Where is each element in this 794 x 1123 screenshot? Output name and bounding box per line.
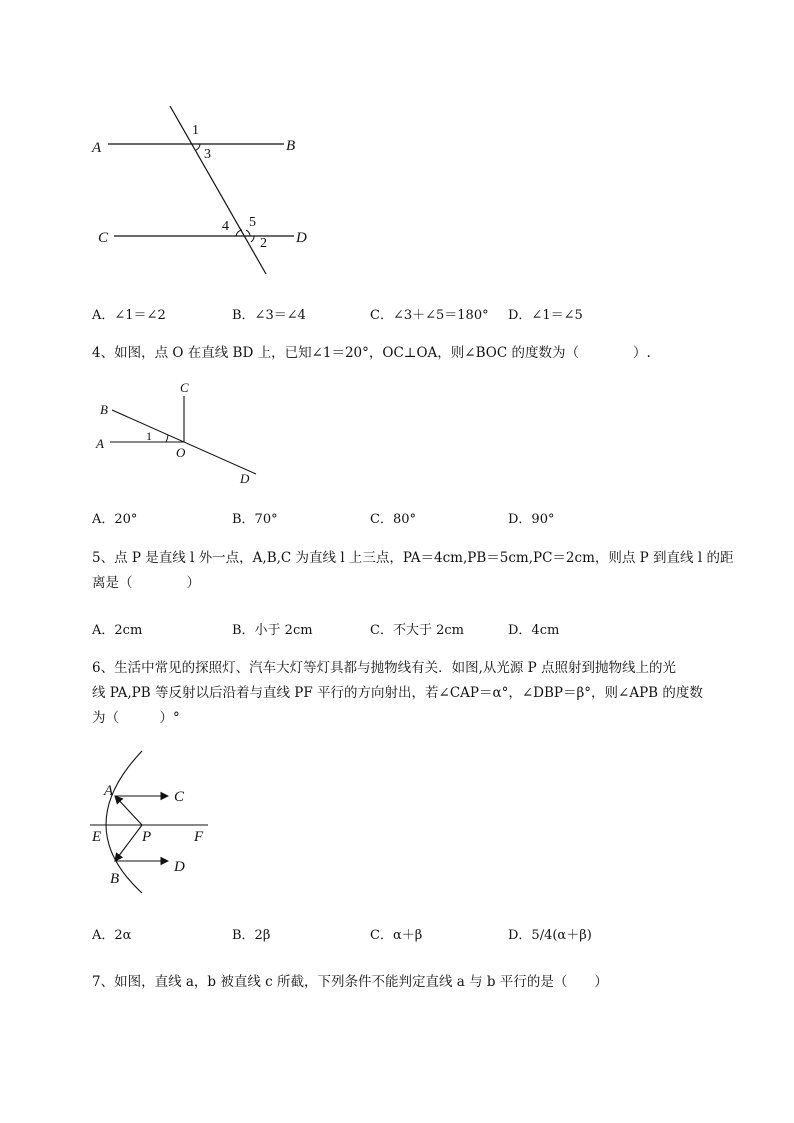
q4-option-b[interactable]: B．70° bbox=[232, 512, 278, 527]
q6-text bbox=[92, 656, 742, 731]
label-c: C bbox=[180, 380, 189, 395]
q5-option-a[interactable]: A．2cm bbox=[92, 623, 143, 638]
label-p: P bbox=[142, 829, 152, 845]
ray-pb bbox=[115, 825, 142, 861]
label-o: O bbox=[176, 445, 186, 460]
label-b: B bbox=[286, 138, 296, 154]
label-a: A bbox=[96, 436, 104, 451]
q4-option-c[interactable]: C．80° bbox=[370, 512, 416, 527]
q6-option-a[interactable]: A．2α bbox=[92, 928, 132, 943]
label-angle-5: 5 bbox=[249, 215, 256, 230]
q3-option-d[interactable]: D．∠1＝∠5 bbox=[508, 308, 583, 323]
angle-arc-1 bbox=[166, 435, 168, 442]
q6-options bbox=[92, 924, 742, 946]
label-c: C bbox=[98, 230, 109, 246]
q3-option-a[interactable]: A．∠1＝∠2 bbox=[92, 308, 166, 323]
label-d: D bbox=[174, 859, 185, 875]
label-angle-1: 1 bbox=[146, 429, 152, 443]
q4-option-d[interactable]: D．90° bbox=[508, 512, 555, 527]
q6-option-c[interactable]: C．α＋β bbox=[370, 928, 423, 943]
figure-parallel-transversal bbox=[88, 100, 318, 280]
q6-line-1: 6、生活中常见的探照灯、汽车大灯等灯具都与抛物线有关．如图,从光源 P 点照射到抛物线上的光 bbox=[92, 660, 677, 676]
q3-option-c[interactable]: C．∠3＋∠5＝180° bbox=[370, 308, 489, 323]
q5-option-d[interactable]: D．4cm bbox=[508, 623, 560, 638]
angle-arc-3 bbox=[196, 144, 200, 150]
angle-arc-5 bbox=[246, 230, 250, 236]
label-b: B bbox=[100, 402, 108, 417]
label-d: D bbox=[240, 471, 250, 486]
q6-option-b[interactable]: B．2β bbox=[232, 928, 271, 943]
figure-q4 bbox=[90, 380, 270, 490]
label-c: C bbox=[174, 789, 185, 805]
label-a: A bbox=[104, 783, 114, 799]
q5-line-2: 离是（ ） bbox=[92, 575, 200, 591]
q5-option-b[interactable]: B．小于 2cm bbox=[232, 623, 313, 638]
line-transversal bbox=[170, 106, 266, 274]
q7-text: 7、如图，直线 a，b 被直线 c 所截，下列条件不能判定直线 a 与 b 平行的是（ ） bbox=[92, 974, 608, 990]
ray-pa bbox=[115, 796, 142, 825]
label-e: E bbox=[92, 829, 102, 845]
q4-option-a[interactable]: A．20° bbox=[92, 512, 138, 527]
label-angle-2: 2 bbox=[260, 236, 267, 251]
q6-option-d[interactable]: D．5/4(α＋β) bbox=[508, 928, 592, 943]
q5-options bbox=[92, 619, 742, 641]
q5-line-1: 5、点 P 是直线 l 外一点，A,B,C 为直线 l 上三点，PA＝4cm,PB＝5cm,PC＝2cm，则点 P 到直线 l 的距 bbox=[92, 550, 734, 566]
q5-text bbox=[92, 546, 742, 596]
figure-q6-parabola bbox=[88, 745, 228, 895]
q4-text: 4、如图，点 O 在直线 BD 上，已知∠1＝20°，OC⊥OA，则∠BOC 的度数为（ ）. bbox=[92, 345, 651, 361]
label-a: A bbox=[92, 140, 102, 156]
q4-options bbox=[92, 508, 742, 530]
label-angle-3: 3 bbox=[204, 147, 211, 162]
q3-options bbox=[92, 304, 742, 326]
label-angle-4: 4 bbox=[222, 219, 229, 234]
label-b: B bbox=[110, 871, 120, 887]
q3-option-b[interactable]: B．∠3＝∠4 bbox=[232, 308, 306, 323]
q6-line-3: 为（ ）° bbox=[92, 710, 180, 726]
label-d: D bbox=[296, 230, 307, 246]
label-angle-1: 1 bbox=[192, 123, 199, 138]
label-f: F bbox=[194, 829, 204, 845]
angle-arc-2 bbox=[251, 236, 254, 242]
q5-option-c[interactable]: C．不大于 2cm bbox=[370, 623, 464, 638]
q6-line-2: 线 PA,PB 等反射以后沿着与直线 PF 平行的方向射出，若∠CAP＝α°，∠DBP＝β°，则∠APB 的度数 bbox=[92, 685, 703, 701]
